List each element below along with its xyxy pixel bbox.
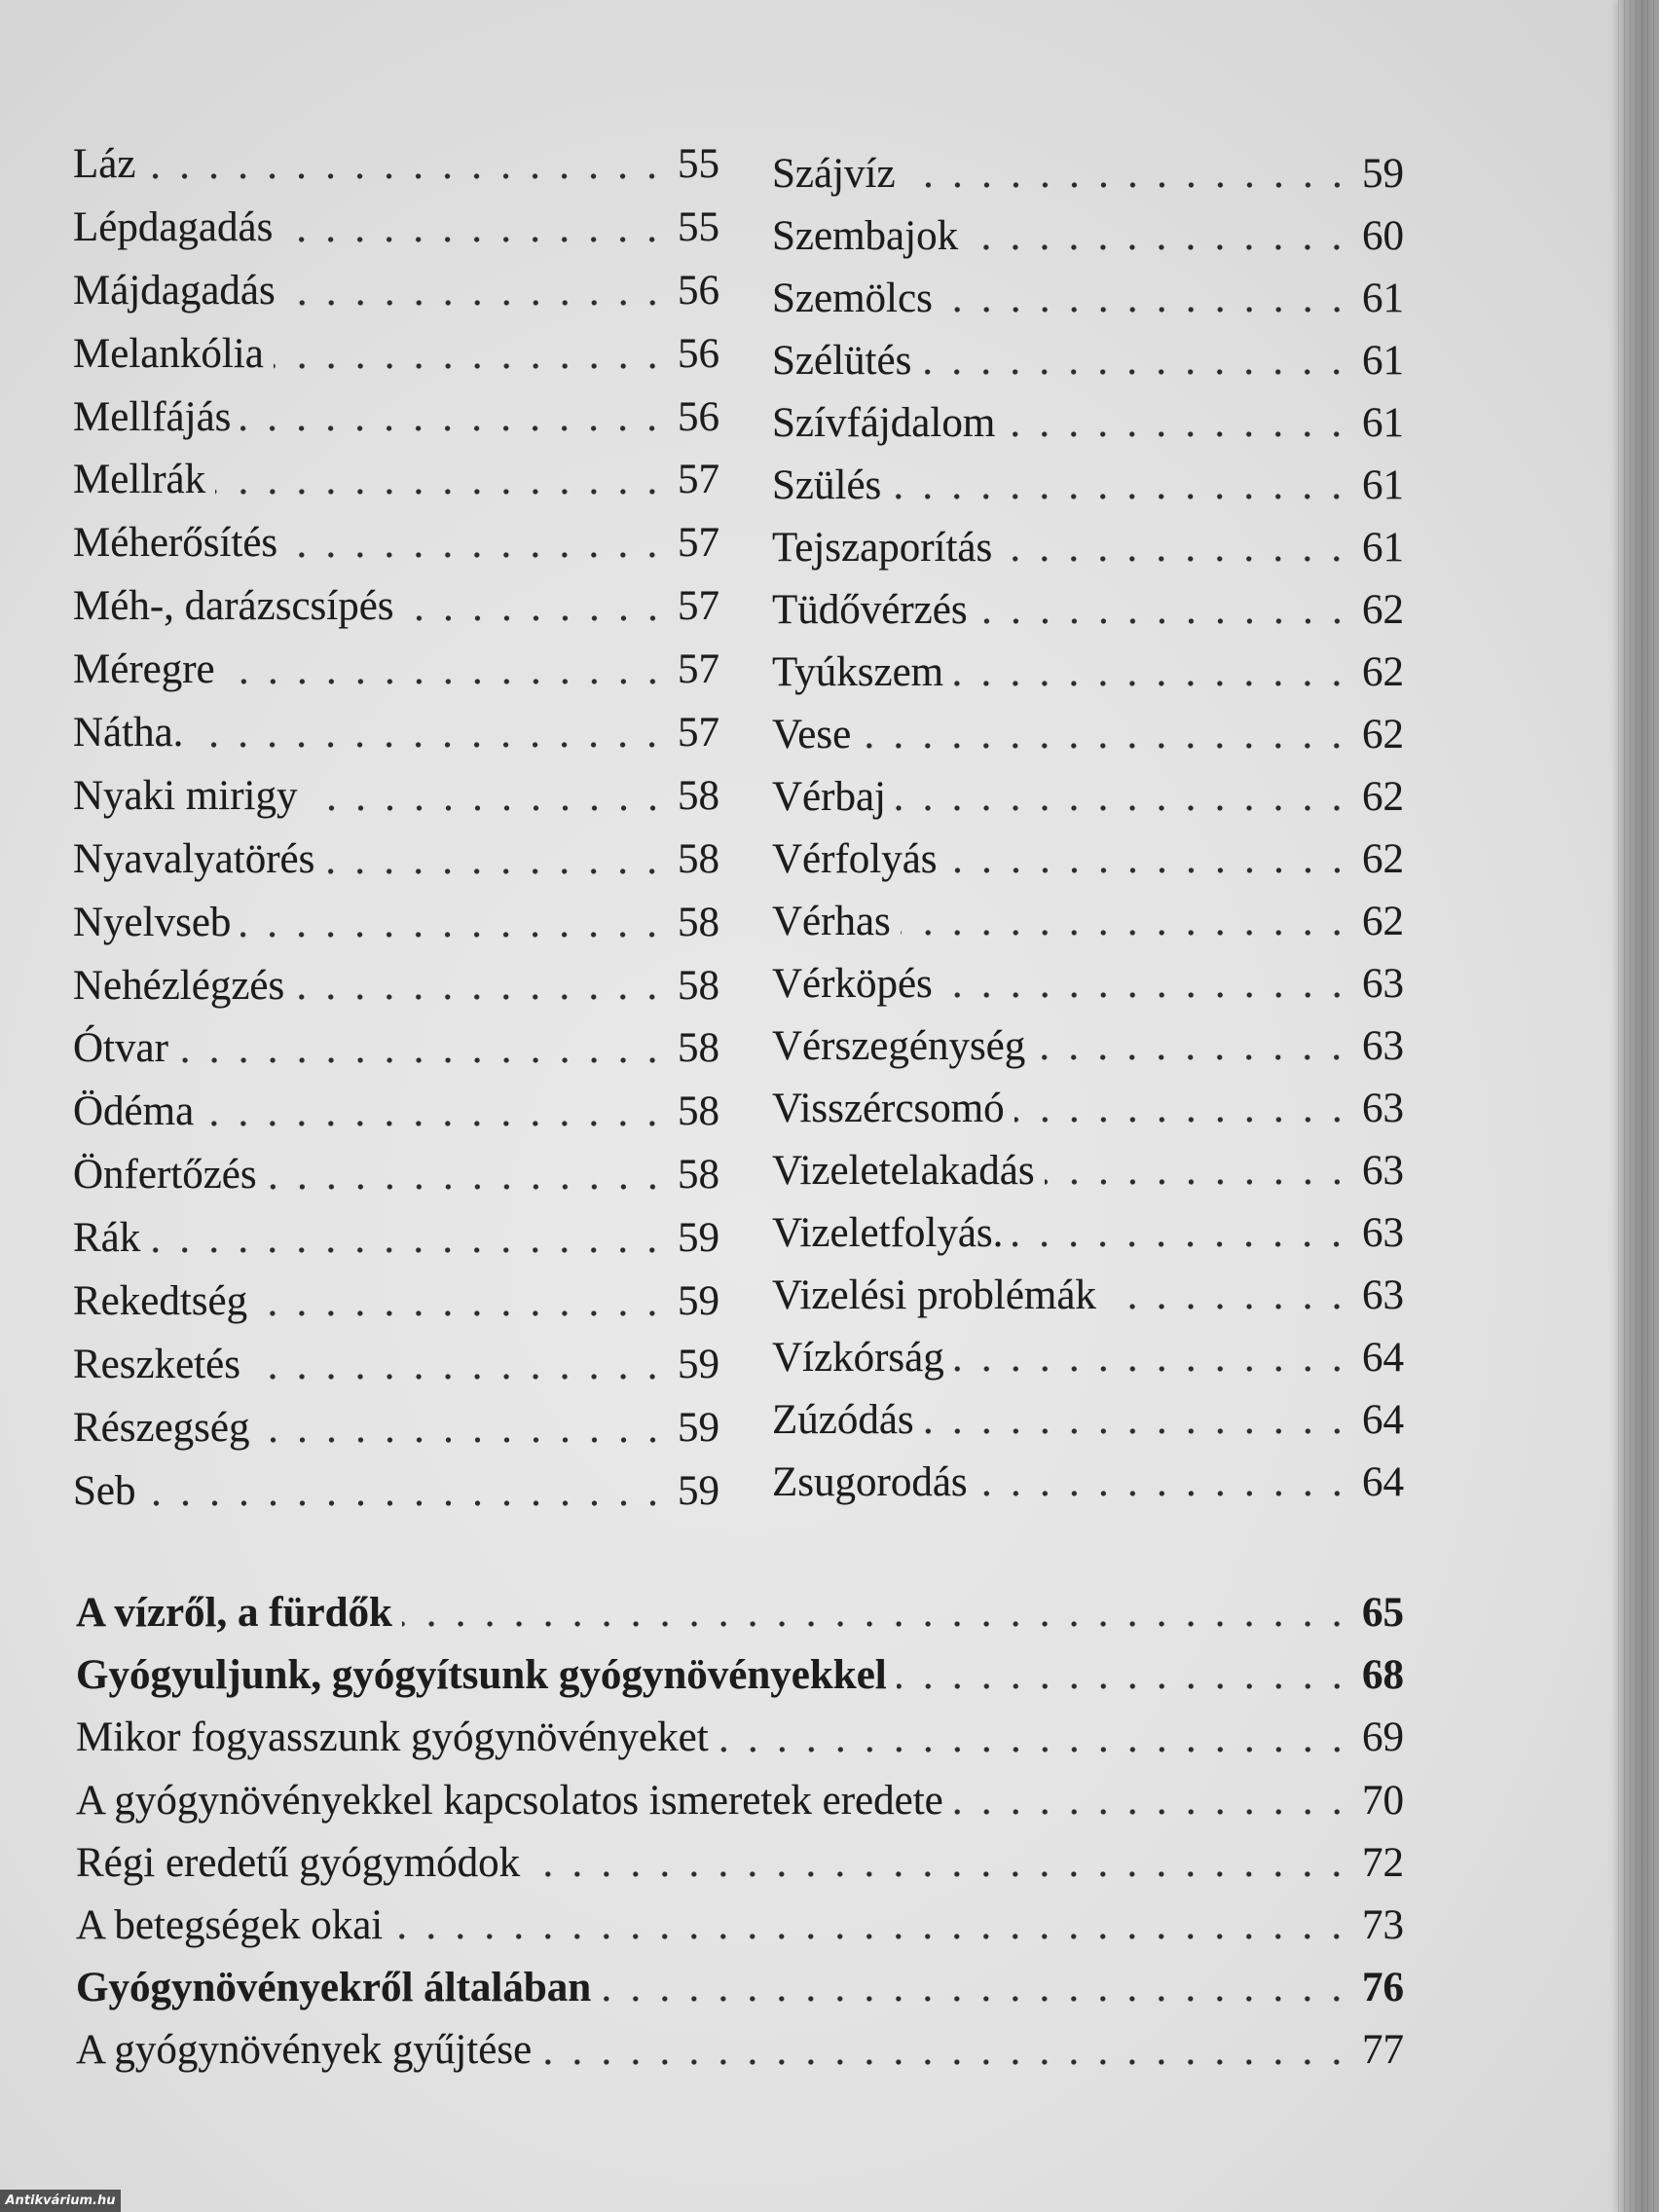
chapter-page-number: 72 xyxy=(1362,1839,1404,1886)
entry-page-number: 55 xyxy=(678,203,719,250)
entry-page-number: 58 xyxy=(678,772,719,819)
entry-label: Seb xyxy=(73,1467,136,1514)
dot-leader xyxy=(953,681,1351,686)
entry-label: Vérszegénység xyxy=(772,1023,1026,1069)
entry-page-number: 57 xyxy=(678,520,719,567)
index-entry xyxy=(772,1389,1404,1452)
entry-label: Ótvar xyxy=(73,1025,168,1072)
entry-label: Vizelési problémák xyxy=(772,1272,1096,1318)
entry-page-number: 62 xyxy=(1362,649,1404,695)
entry-label: Rák xyxy=(73,1215,141,1262)
dot-leader xyxy=(1013,1241,1351,1247)
entry-label: Méregre xyxy=(73,646,215,693)
entry-label: Ödéma xyxy=(73,1088,195,1135)
entry-label: Májdagadás xyxy=(73,267,276,313)
entry-label: Melankólia xyxy=(73,330,264,377)
chapter-page-number: 65 xyxy=(1362,1589,1404,1636)
entry-label: Tyúkszem xyxy=(772,649,944,695)
dot-leader xyxy=(150,1247,667,1253)
index-entry xyxy=(73,765,719,829)
entry-label: Szélütés xyxy=(772,338,912,384)
dot-leader xyxy=(921,369,1351,375)
dot-leader xyxy=(719,1747,1351,1752)
index-entry xyxy=(73,955,719,1018)
index-entry xyxy=(772,1140,1404,1202)
index-entry xyxy=(772,1265,1404,1327)
entry-label: Vese xyxy=(772,712,852,757)
index-entry xyxy=(772,330,1404,392)
entry-label: Mellfájás xyxy=(73,393,232,440)
dot-leader xyxy=(146,1500,668,1506)
index-entry xyxy=(772,205,1404,268)
index-entry xyxy=(772,642,1404,704)
chapter-page-number: 77 xyxy=(1362,2027,1404,2074)
entry-page-number: 62 xyxy=(1362,836,1404,882)
entry-label: Visszércsomó xyxy=(772,1086,1005,1131)
entry-label: Vízkórság xyxy=(772,1335,944,1381)
entry-page-number: 62 xyxy=(1362,899,1404,944)
dot-leader xyxy=(178,1057,667,1063)
index-entry xyxy=(772,392,1404,455)
entry-page-number: 57 xyxy=(678,646,719,693)
entry-label: Önfertőzés xyxy=(73,1152,257,1198)
dot-leader xyxy=(896,805,1351,811)
entry-page-number: 62 xyxy=(1362,712,1404,757)
index-entry xyxy=(772,517,1404,579)
entry-page-number: 64 xyxy=(1362,1397,1404,1443)
chapter-entry xyxy=(76,1582,1404,1644)
dot-leader xyxy=(897,1683,1351,1689)
entry-page-number: 61 xyxy=(1362,338,1404,384)
index-entry xyxy=(73,702,719,765)
index-entry xyxy=(772,143,1404,205)
chapter-title: Régi eredetű gyógymódok xyxy=(76,1839,521,1886)
dot-leader xyxy=(1045,1179,1351,1185)
entry-page-number: 56 xyxy=(678,330,719,377)
dot-leader xyxy=(257,1310,667,1316)
chapter-title: Gyógynövényekről általában xyxy=(76,1965,592,2011)
entry-label: Szemölcs xyxy=(772,276,933,321)
dot-leader xyxy=(861,743,1351,749)
entry-page-number: 61 xyxy=(1362,400,1404,446)
chapter-title: A vízről, a fürdők xyxy=(76,1589,392,1636)
index-entry xyxy=(772,766,1404,829)
index-entry xyxy=(73,387,719,450)
entry-label: Szívfájdalom xyxy=(772,400,996,446)
dot-leader xyxy=(954,1366,1351,1372)
chapter-title: A betegségek okai xyxy=(76,1901,384,1948)
dot-leader xyxy=(193,742,667,748)
index-entry xyxy=(73,449,719,512)
dot-leader xyxy=(282,237,667,242)
chapter-entry xyxy=(76,1707,1404,1769)
index-entry xyxy=(772,579,1404,642)
index-entry xyxy=(73,1271,719,1334)
entry-label: Részegség xyxy=(73,1404,250,1451)
dot-leader xyxy=(942,307,1351,313)
entry-page-number: 57 xyxy=(678,583,719,630)
dot-leader xyxy=(968,244,1351,250)
dot-leader xyxy=(924,1428,1351,1434)
chapter-title: Gyógyuljunk, gyógyítsunk gyógynövényekkel xyxy=(76,1652,887,1699)
entry-page-number: 62 xyxy=(1362,587,1404,633)
index-entry xyxy=(772,891,1404,953)
dot-leader xyxy=(1002,556,1351,562)
index-entry xyxy=(772,1327,1404,1389)
index-entry xyxy=(73,1144,719,1207)
dot-leader xyxy=(1106,1304,1351,1309)
entry-page-number: 63 xyxy=(1362,1086,1404,1131)
dot-leader xyxy=(541,2059,1351,2065)
chapter-title: A gyógynövényekkel kapcsolatos ismeretek eredete xyxy=(76,1777,943,1824)
entry-page-number: 56 xyxy=(678,393,719,440)
chapter-entry xyxy=(76,1957,1404,2019)
dot-leader xyxy=(942,992,1351,998)
entry-page-number: 58 xyxy=(678,1152,719,1198)
index-entry xyxy=(73,133,719,197)
chapter-list xyxy=(76,1582,1404,2083)
chapter-entry xyxy=(76,1832,1404,1895)
entry-label: Tejszaporítás xyxy=(772,525,993,571)
index-entry xyxy=(772,455,1404,517)
entry-label: Szülés xyxy=(772,462,882,508)
chapter-title: Mikor fogyasszunk gyógynövényeket xyxy=(76,1714,709,1761)
entry-label: Vérhas xyxy=(772,899,891,944)
entry-label: Vizeletfolyás. xyxy=(772,1210,1004,1256)
chapter-title: A gyógynövények gyűjtése xyxy=(76,2027,533,2074)
entry-page-number: 63 xyxy=(1362,1210,1404,1256)
entry-page-number: 58 xyxy=(678,962,719,1009)
dot-leader xyxy=(274,363,667,369)
entry-page-number: 58 xyxy=(678,1025,719,1072)
entry-label: Nátha. xyxy=(73,710,184,756)
entry-label: Vérbaj xyxy=(772,774,886,820)
entry-page-number: 57 xyxy=(678,710,719,756)
dot-leader xyxy=(203,1121,667,1126)
dot-leader xyxy=(977,1491,1351,1496)
entry-page-number: 59 xyxy=(1362,151,1404,197)
entry-page-number: 59 xyxy=(678,1215,719,1262)
index-entry xyxy=(772,1078,1404,1140)
index-entry xyxy=(73,323,719,387)
index-entry xyxy=(73,197,719,260)
index-entry xyxy=(73,639,719,702)
index-right-column xyxy=(772,143,1404,1514)
index-entry xyxy=(73,1334,719,1397)
entry-page-number: 63 xyxy=(1362,1272,1404,1318)
entry-label: Méh-, darázscsípés xyxy=(73,583,394,630)
entry-page-number: 63 xyxy=(1362,961,1404,1007)
dot-leader xyxy=(601,1996,1351,2002)
dot-leader xyxy=(404,615,667,621)
index-entry xyxy=(73,1017,719,1081)
index-entry xyxy=(73,1081,719,1144)
entry-page-number: 57 xyxy=(678,457,719,503)
index-left-column xyxy=(73,133,719,1524)
dot-leader xyxy=(240,932,667,938)
dot-leader xyxy=(953,1809,1351,1815)
entry-page-number: 55 xyxy=(678,140,719,187)
index-entry xyxy=(772,268,1404,330)
chapter-page-number: 73 xyxy=(1362,1901,1404,1948)
index-entry xyxy=(73,1460,719,1524)
index-entry xyxy=(73,1397,719,1460)
index-entry xyxy=(772,1452,1404,1514)
entry-page-number: 64 xyxy=(1362,1459,1404,1505)
entry-label: Mellrák xyxy=(73,457,206,503)
entry-page-number: 61 xyxy=(1362,276,1404,321)
entry-label: Nyavalyatörés xyxy=(73,835,315,882)
entry-page-number: 58 xyxy=(678,835,719,882)
dot-leader xyxy=(225,679,667,684)
entry-page-number: 58 xyxy=(678,1088,719,1135)
dot-leader xyxy=(267,1184,667,1190)
chapter-page-number: 70 xyxy=(1362,1777,1404,1824)
entry-label: Nehézlégzés xyxy=(73,962,285,1009)
entry-label: Rekedtség xyxy=(73,1278,248,1325)
index-entry xyxy=(772,1015,1404,1078)
index-entry xyxy=(772,953,1404,1015)
dot-leader xyxy=(287,552,667,558)
entry-label: Szembajok xyxy=(772,213,959,259)
dot-leader xyxy=(891,494,1351,499)
dot-leader xyxy=(530,1871,1351,1877)
dot-leader xyxy=(947,867,1351,873)
entry-page-number: 64 xyxy=(1362,1335,1404,1381)
index-entry xyxy=(73,575,719,639)
index-entry xyxy=(73,829,719,892)
dot-leader xyxy=(1035,1054,1351,1060)
entry-label: Vizeletelakadás xyxy=(772,1148,1035,1194)
dot-leader xyxy=(324,868,667,874)
chapter-entry xyxy=(76,1770,1404,1832)
chapter-page-number: 69 xyxy=(1362,1714,1404,1761)
index-entry xyxy=(772,704,1404,766)
entry-label: Vérfolyás xyxy=(772,836,938,882)
entry-page-number: 61 xyxy=(1362,462,1404,508)
chapter-page-number: 68 xyxy=(1362,1652,1404,1699)
entry-label: Nyelvseb xyxy=(73,899,232,945)
dot-leader xyxy=(392,1934,1351,1939)
entry-label: Nyaki mirigy xyxy=(73,772,298,819)
dot-leader xyxy=(905,182,1351,188)
chapter-entry xyxy=(76,1644,1404,1707)
dot-leader xyxy=(285,300,667,306)
dot-leader xyxy=(1014,1117,1351,1123)
entry-label: Lépdagadás xyxy=(73,203,274,250)
watermark: Antikvárium.hu xyxy=(0,2190,121,2212)
index-entry xyxy=(73,260,719,323)
index-entry xyxy=(73,1207,719,1271)
index-entry xyxy=(73,512,719,575)
dot-leader xyxy=(294,994,667,1000)
entry-label: Láz xyxy=(73,140,136,187)
dot-leader xyxy=(240,425,667,431)
dot-leader xyxy=(1005,431,1351,437)
entry-label: Reszketés xyxy=(73,1341,240,1387)
entry-page-number: 59 xyxy=(678,1341,719,1387)
entry-page-number: 59 xyxy=(678,1467,719,1514)
dot-leader xyxy=(901,930,1351,936)
entry-label: Szájvíz xyxy=(772,151,896,197)
index-entry xyxy=(772,829,1404,891)
dot-leader xyxy=(977,618,1351,624)
entry-page-number: 56 xyxy=(678,267,719,313)
page-edge xyxy=(1618,0,1659,2212)
entry-label: Zsugorodás xyxy=(772,1459,968,1505)
dot-leader xyxy=(250,1374,667,1380)
dot-leader xyxy=(308,805,668,811)
entry-page-number: 63 xyxy=(1362,1023,1404,1069)
entry-page-number: 58 xyxy=(678,899,719,945)
index-entry xyxy=(772,1202,1404,1265)
entry-label: Tüdővérzés xyxy=(772,587,968,633)
dot-leader xyxy=(215,489,667,495)
entry-page-number: 59 xyxy=(678,1278,719,1325)
chapter-entry xyxy=(76,2019,1404,2082)
entry-page-number: 59 xyxy=(678,1404,719,1451)
entry-page-number: 60 xyxy=(1362,213,1404,259)
entry-page-number: 63 xyxy=(1362,1148,1404,1194)
dot-leader xyxy=(260,1437,668,1443)
chapter-entry xyxy=(76,1895,1404,1957)
entry-page-number: 61 xyxy=(1362,525,1404,571)
index-entry xyxy=(73,892,719,955)
chapter-page-number: 76 xyxy=(1362,1965,1404,2011)
entry-label: Zúzódás xyxy=(772,1397,914,1443)
entry-page-number: 62 xyxy=(1362,774,1404,820)
entry-label: Méherősítés xyxy=(73,520,278,567)
dot-leader xyxy=(402,1621,1351,1627)
entry-label: Vérköpés xyxy=(772,961,933,1007)
dot-leader xyxy=(145,173,667,179)
